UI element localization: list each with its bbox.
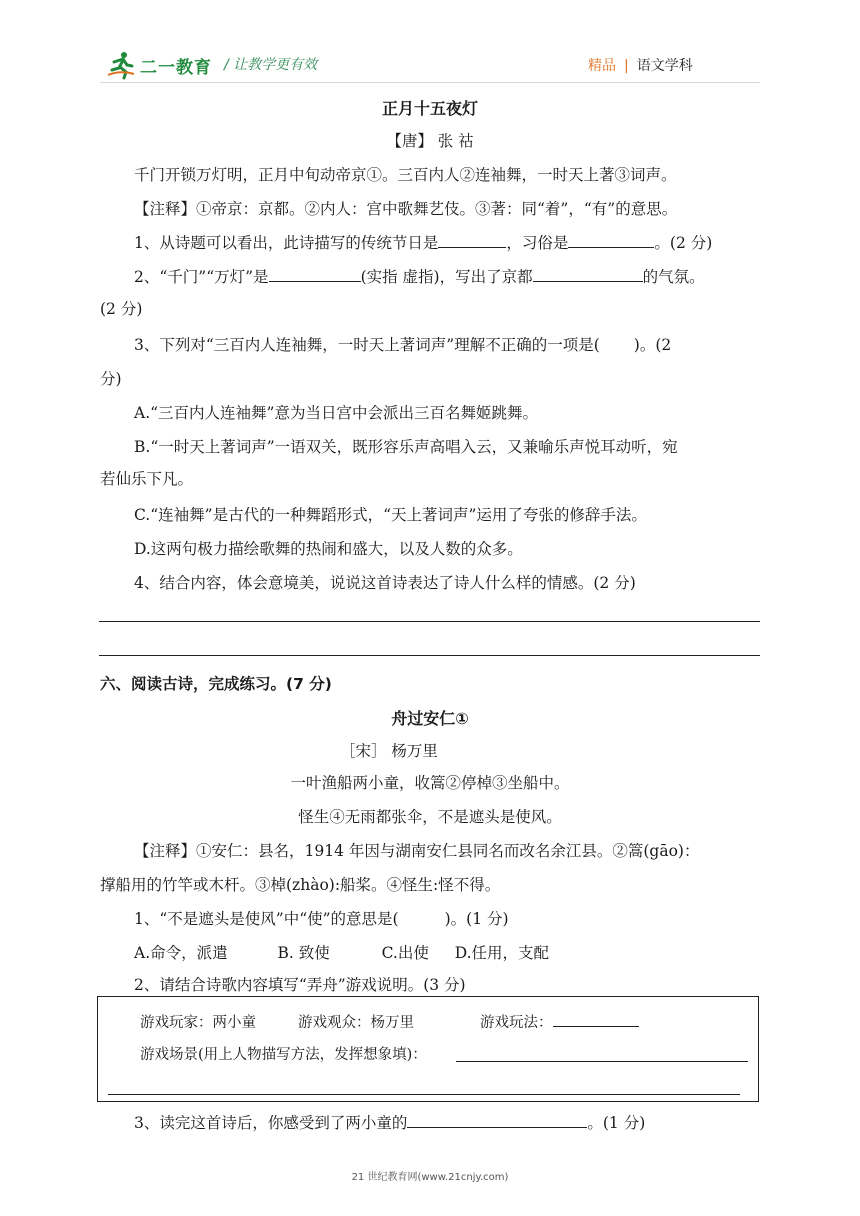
subject-label: 语文学科 <box>636 58 693 74</box>
quality-tag: 精品 <box>588 58 616 74</box>
game-audience: 游戏观众：杨万里 <box>298 1015 414 1031</box>
poem2-question-1-options <box>134 942 549 964</box>
poem1-note: 【注释】①帝京：京都。②内人：宫中歌舞艺伎。③著：同“着”，“有”的意思。 <box>134 200 678 218</box>
poem2-line-1: 一叶渔船两小童，收篙②停棹③坐船中。 <box>290 774 570 792</box>
subject-tag <box>588 55 693 75</box>
poem2-line-2: 怪生④无雨都张伞，不是遮头是使风。 <box>298 808 562 826</box>
poem1-question-3: 3、下列对“三百内人连袖舞，一时天上著词声”理解不正确的一项是( )。(2 <box>134 336 672 354</box>
poem2-question-3: 3、读完这首诗后，你感受到了两小童的 。(1 分) <box>134 1114 646 1132</box>
section-heading: 六、阅读古诗，完成练习。(7 分) <box>100 675 332 693</box>
poem1-author: 【唐】 张 祜 <box>386 132 474 150</box>
option-d: D.这两句极力描绘歌舞的热闹和盛大，以及人数的众多。 <box>134 540 523 558</box>
answer-blank-play[interactable] <box>553 1012 639 1027</box>
option-b: B.“一时天上著词声”一语双关，既形容乐声高唱入云，又兼喻乐声悦耳动听，宛 <box>134 438 678 456</box>
option-b: B. 致使 <box>277 944 330 962</box>
poem2-note-cont: 撑船用的竹竿或木杆。③棹(zhào):船桨。④怪生:怪不得。 <box>100 876 501 894</box>
option-a: A.“三百内人连袖舞”意为当日宫中会派出三百名舞姬跳舞。 <box>134 404 538 422</box>
answer-blank-atmosphere[interactable] <box>533 267 643 282</box>
runner-logo-icon <box>106 50 136 80</box>
answer-blank-feeling[interactable] <box>407 1113 587 1128</box>
poem1-text: 千门开锁万灯明，正月中旬动帝京①。三百内人②连袖舞，一时天上著③词声。 <box>134 166 677 184</box>
answer-line[interactable] <box>456 1061 748 1062</box>
header-divider <box>100 82 760 83</box>
game-scene: 游戏场景(用上人物描写方法，发挥想象填)： <box>140 1047 427 1063</box>
answer-blank-festival[interactable] <box>438 233 506 248</box>
poem1-question-3-score: 分) <box>100 370 122 388</box>
answer-line[interactable] <box>99 655 760 656</box>
slogan: / 让教学更有效 <box>224 57 318 73</box>
answer-blank-custom[interactable] <box>568 233 654 248</box>
option-c: C.出使 <box>381 944 429 962</box>
site-logo <box>106 48 212 82</box>
page-footer: 21 世纪教育网(www.21cnjy.com) <box>351 1172 509 1183</box>
poem1-question-1: 1、从诗题可以看出，此诗描写的传统节日是 ，习俗是 。(2 分) <box>134 234 713 252</box>
poem1-question-4: 4、结合内容，体会意境美，说说这首诗表达了诗人什么样的情感。(2 分) <box>134 574 636 592</box>
poem2-note: 【注释】①安仁：县名，1914 年因与湖南安仁县同名而改名余江县。②篙(gāo)： <box>134 842 700 860</box>
answer-blank-real-virtual[interactable] <box>269 267 361 282</box>
poem1-question-2: 2、“千门”“万灯”是 (实指 虚指)，写出了京都 的气氛。 <box>134 268 705 286</box>
game-play: 游戏玩法： <box>480 1012 639 1034</box>
game-players: 游戏玩家：两小童 <box>140 1015 256 1031</box>
poem2-title: 舟过安仁① <box>391 709 469 728</box>
option-c: C.“连袖舞”是古代的一种舞蹈形式，“天上著词声”运用了夸张的修辞手法。 <box>134 506 647 524</box>
answer-line[interactable] <box>99 621 760 622</box>
poem2-question-2: 2、请结合诗歌内容填写“弄舟”游戏说明。(3 分) <box>134 976 466 994</box>
answer-line[interactable] <box>108 1094 740 1095</box>
option-d: D.任用，支配 <box>454 944 550 962</box>
logo-text: 二一教育 <box>140 57 212 78</box>
poem1-title: 正月十五夜灯 <box>381 99 478 118</box>
option-a: A.命令，派遣 <box>134 944 228 962</box>
tag-separator: | <box>624 58 629 74</box>
poem1-question-2-score: (2 分) <box>100 300 143 318</box>
poem2-author: ［宋］ 杨万里 <box>340 742 438 760</box>
poem2-question-1: 1、“不是遮头是使风”中“使”的意思是( )。(1 分) <box>134 910 509 928</box>
option-b-cont: 若仙乐下凡。 <box>100 470 194 488</box>
